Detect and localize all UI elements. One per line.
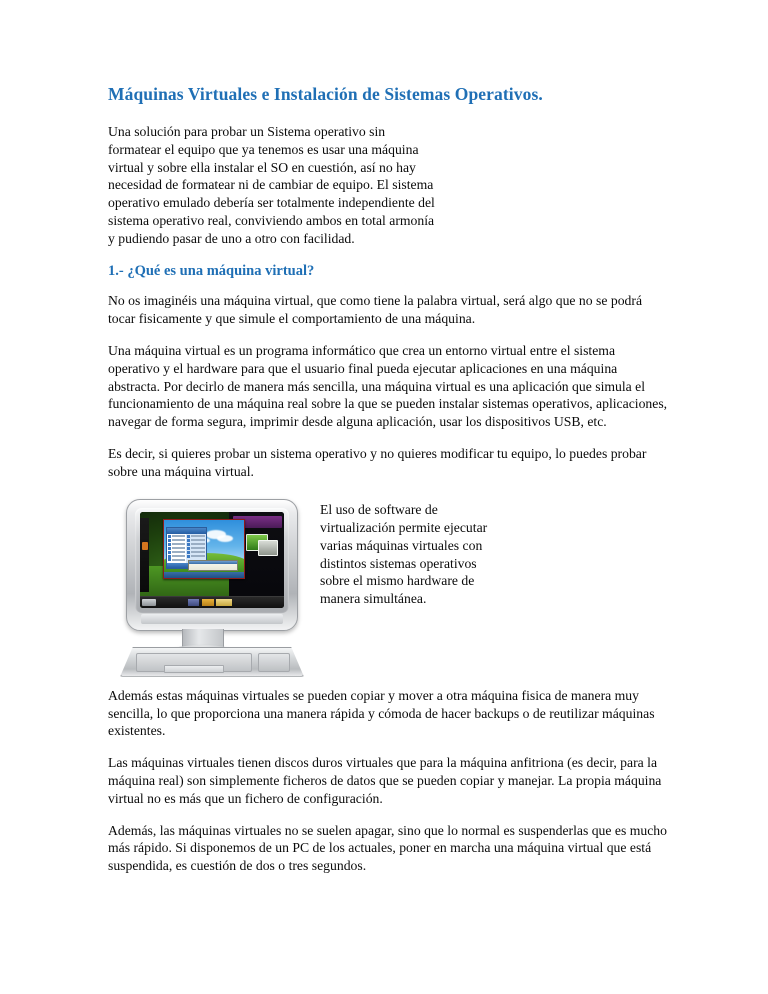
host-desktop-icon-orange [142, 542, 148, 550]
menu-item-icon [187, 543, 190, 546]
menu-item-icon [187, 547, 190, 550]
vm-menu-item [187, 551, 205, 554]
menu-item-label [172, 559, 186, 561]
vm-menu-item [168, 539, 186, 542]
figure-block [108, 495, 668, 677]
vm-menu-item [168, 555, 186, 558]
menu-item-icon [168, 555, 171, 558]
paragraph-1: No os imaginéis una máquina virtual, que como tiene la palabra virtual, será algo que no se podrá tocar fisicamente y que simule el comportamiento de una máquina. [108, 293, 643, 327]
figure-caption: El uso de software de virtualización permite ejecutar varias máquinas virtuales con distintos sistemas operativos sobre el mismo hardware de manera simultánea. [320, 501, 488, 607]
host-taskbar-item [216, 599, 232, 606]
menu-item-icon [187, 551, 190, 554]
keyboard-numpad [258, 653, 290, 672]
menu-item-icon [168, 539, 171, 542]
host-side-panel [140, 518, 149, 592]
vm-taskbar [164, 572, 244, 578]
menu-item-label [172, 555, 186, 557]
host-taskbar-item [188, 599, 199, 606]
menu-item-icon [168, 547, 171, 550]
paragraph-6: Además, las máquinas virtuales no se suelen apagar, sino que lo normal es suspenderlas que es mucho más rápido. Si disponemos de un PC de los actuales, poner en marcha una máquina virtual que está suspendida, es cuestión de dos o tres segundos. [108, 822, 667, 874]
document-content [108, 84, 668, 889]
paragraph-2: Una máquina virtual es un programa informático que crea un entorno virtual entre el sistema operativo y el hardware para que el usuario final pueda ejecutar aplicaciones en una máquina abstracta. Por decirlo de manera más sencilla, una máquina virtual es una aplicación que simula el funcionamiento de una máquina real sobre la que se pueden instalar sistemas operativos, aplicaciones, navegar de forma segura, imprimir desde alguna aplicación, usar los dispositivos USB, etc. [108, 343, 668, 430]
menu-item-label [172, 547, 186, 549]
vm-menu-item [168, 551, 186, 554]
vm-menu-item [168, 543, 186, 546]
vm-menu-item [187, 547, 205, 550]
vm-start-menu-columns [167, 534, 207, 563]
menu-item-label [172, 543, 186, 545]
menu-item-label [191, 551, 205, 553]
vm-menu-item [187, 543, 205, 546]
host-taskbar-item [202, 599, 214, 606]
menu-item-icon [187, 535, 190, 538]
monitor-illustration [114, 495, 312, 677]
host-taskbar [140, 596, 284, 608]
paragraph-3: Es decir, si quieres probar un sistema operativo y no quieres modificar tu equipo, lo puedes probar sobre una máquina virtual. [108, 446, 647, 479]
monitor-chin [141, 614, 283, 624]
vm-menu-item [168, 547, 186, 550]
host-desktop [140, 512, 284, 608]
menu-item-icon [168, 535, 171, 538]
keyboard-spacebar [164, 665, 224, 673]
menu-item-label [191, 543, 205, 545]
menu-item-label [172, 539, 186, 541]
host-desktop-icon-grey [258, 540, 278, 556]
keyboard-icon [120, 647, 304, 677]
menu-item-label [191, 539, 205, 541]
menu-item-label [172, 535, 186, 537]
monitor-screen [140, 512, 284, 608]
intro-paragraph: Una solución para probar un Sistema operativo sin formatear el equipo que ya tenemos es usar una máquina virtual y sobre ella instalar el SO en cuestión, así no hay necesidad de formatear ni de cambiar de equipo. El sistema operativo emulado debería ser totalmente independiente del sistema operativo real, conviviendo ambos en total armonía y pudiendo pasar de uno a otro con facilidad. [108, 123, 435, 246]
vm-dialog-window [188, 560, 238, 572]
menu-item-icon [168, 543, 171, 546]
vm-menu-item [168, 559, 186, 562]
monitor-icon [126, 499, 298, 631]
page-title: Máquinas Virtuales e Instalación de Sistemas Operativos. [108, 84, 543, 104]
menu-item-label [191, 547, 205, 549]
vm-dialog-titlebar [189, 561, 237, 564]
paragraph-4: Además estas máquinas virtuales se pueden copiar y mover a otra máquina fisica de manera muy sencilla, lo que proporciona una manera rápida y cómoda de hacer backups o de reutilizar máquinas existentes. [108, 687, 655, 739]
menu-item-label [172, 551, 186, 553]
menu-item-icon [168, 551, 171, 554]
menu-item-label [191, 555, 205, 557]
menu-item-icon [168, 558, 171, 561]
section-heading-1: 1.- ¿Qué es una máquina virtual? [108, 262, 315, 279]
menu-item-icon [187, 555, 190, 558]
vm-menu-item [187, 539, 205, 542]
menu-item-label [191, 535, 205, 537]
vm-menu-item [168, 535, 186, 538]
vm-start-menu-right-column [186, 534, 206, 563]
vm-start-menu-left-column [167, 534, 187, 563]
host-start-button-icon [142, 599, 156, 606]
vm-menu-item [187, 535, 205, 538]
menu-item-icon [187, 539, 190, 542]
virtual-machine-window [163, 519, 245, 579]
vm-menu-item [187, 555, 205, 558]
paragraph-5: Las máquinas virtuales tienen discos duros virtuales que para la máquina anfitriona (es decir, para la máquina real) son simplemente ficheros de datos que se pueden copiar y manejar. La propia máquina virtual no es más que un fichero de configuración. [108, 755, 662, 806]
